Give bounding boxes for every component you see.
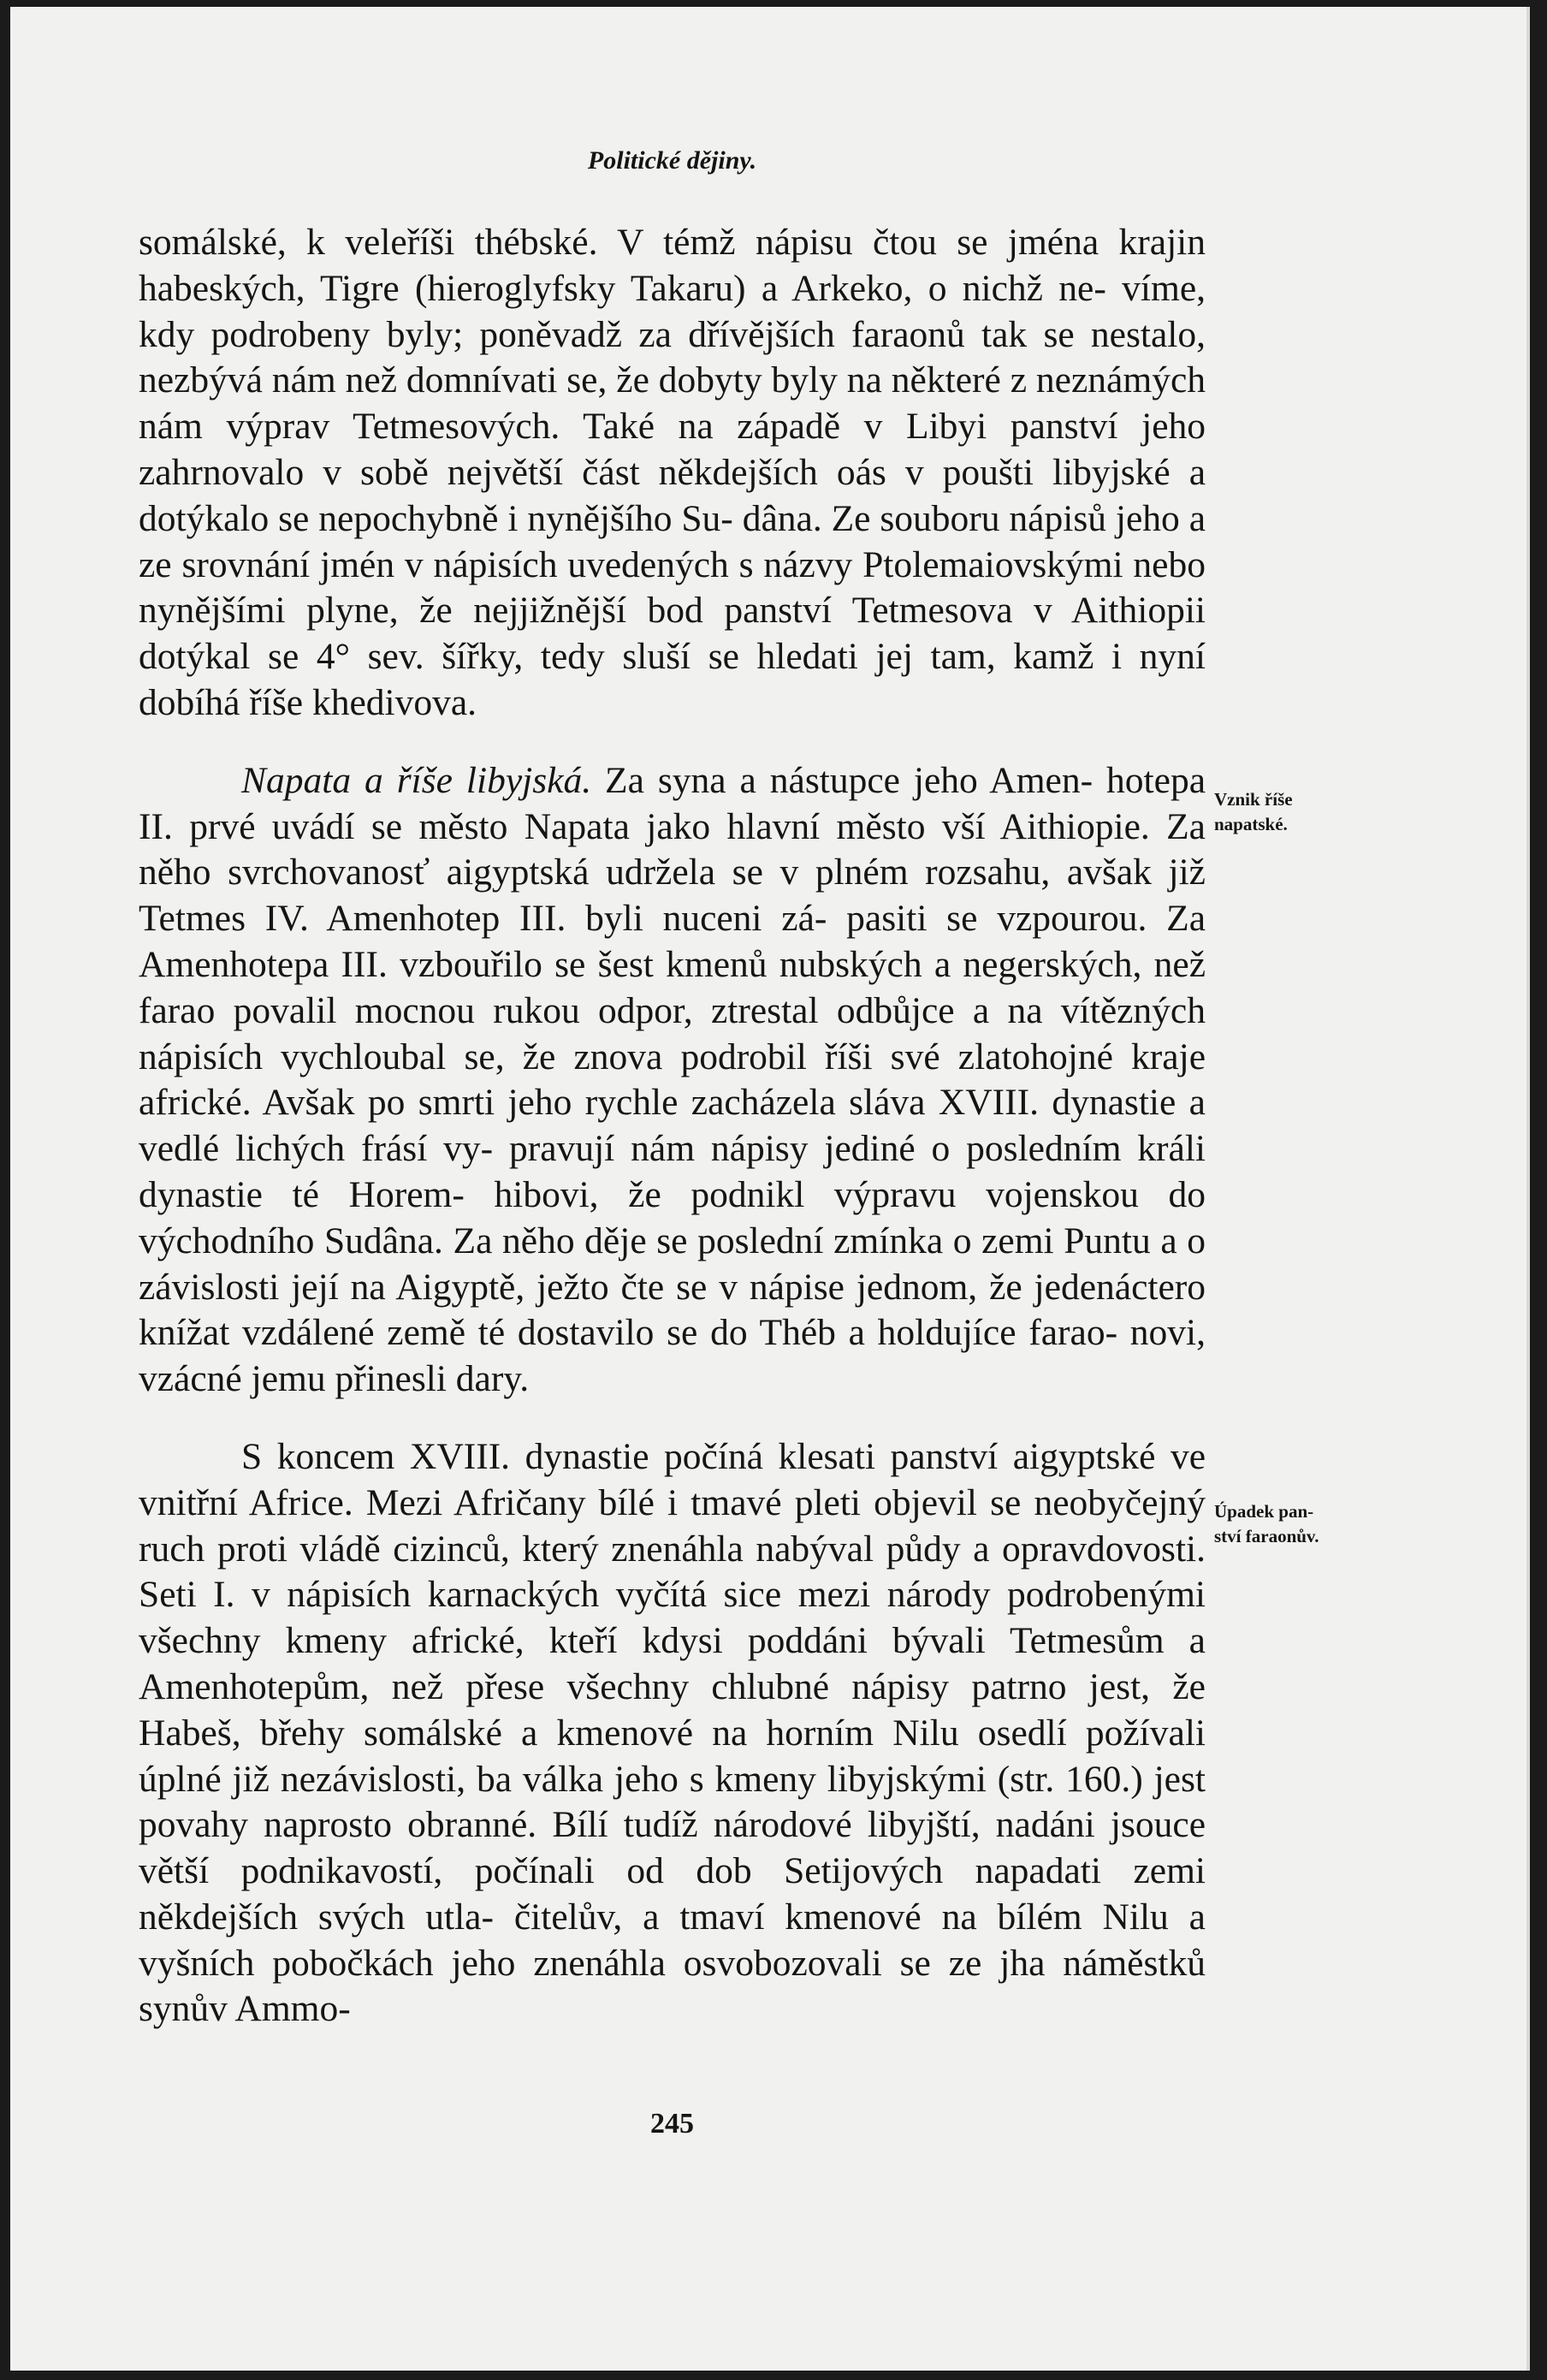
text-line: na horním Nilu osedlí požívali úplné již nezávislosti, ba válka: [139, 1712, 1206, 1800]
paragraph-2-first-line: Za syna a nástupce jeho Amen-: [605, 759, 1094, 801]
running-head: Politické dějiny.: [587, 146, 757, 175]
text-line: poddáni bývali Tetmesům a Amenhotepům, než přese všechny: [139, 1620, 1206, 1707]
text-line: čitelův, a tmaví kmenové na bílém Nilu a vyšních pobočkách: [139, 1896, 1206, 1984]
text-line: některé z neznámých nám výprav Tetmesových. Také na západě: [139, 359, 1206, 448]
text-line: podrobil říši své zlatohojné kraje africké. Avšak po smrti jeho: [139, 1036, 1206, 1124]
text-line: knížat vzdálené země té dostavilo se do Théb a holdujíce farao-: [139, 1312, 1118, 1354]
text-line: ve vnitřní Africe. Mezi Afričany bílé i tmavé pleti objevil se: [139, 1435, 1206, 1523]
text-line: šířky, tedy sluší se hledati jej tam, kamž i nyní dobíhá říše: [139, 636, 1206, 723]
margin-note-line: Vznik říše: [1214, 789, 1293, 810]
text-line: khedivova.: [311, 681, 477, 723]
paragraph-2: [139, 758, 1206, 1403]
text-line: nejjižnější bod panství Tetmesova v Aithiopii dotýkal se 4° sev.: [139, 590, 1206, 678]
text-line: počínali od dob Setijových napadati zemi někdejších svých utla-: [139, 1850, 1206, 1938]
text-line: v Libyi panství jeho zahrnovalo v sobě největší část někdejších: [139, 406, 1206, 493]
text-line: hibovi, že podnikl výpravu vojenskou do východního Sudâna.: [139, 1173, 1206, 1261]
text-line: oás v poušti libyjské a dotýkalo se nepochybně i nynějšího Su-: [139, 451, 1206, 539]
paragraph-1: [139, 220, 1206, 727]
margin-note-upadek: [1214, 1499, 1394, 1549]
text-line: habeských, Tigre (hieroglyfsky Takaru) a Arkeko, o nichž ne-: [139, 267, 1106, 309]
text-line: chlubné nápisy patrno jest, že Habeš, břehy somálské a kmenové: [139, 1665, 1206, 1754]
margin-note-line: ství faraonův.: [1214, 1526, 1319, 1546]
text-line: pasiti se vzpourou. Za Amenhotepa III. vzbouřilo se šest kmenů: [139, 898, 1206, 985]
text-line: půdy a opravdovosti. Seti I. v nápisích karnackých vyčítá sice: [139, 1528, 1206, 1616]
text-line: pravují nám nápisy jediné o posledním králi dynastie té Horem-: [139, 1128, 1206, 1215]
text-line: nubských a negerských, než farao povalil mocnou rukou odpor,: [139, 943, 1206, 1031]
text-line: rychle zacházela sláva XVIII. dynastie a vedlé lichých frásí vy-: [139, 1082, 1206, 1170]
paragraph-3: [139, 1434, 1206, 2033]
text-line: jeho s kmeny libyjskými (str. 160.) jest povahy naprosto obranné.: [139, 1758, 1206, 1846]
text-line: S koncem XVIII. dynastie počíná klesati panství aigyptské: [241, 1435, 1156, 1477]
book-page: [10, 7, 1530, 2371]
text-line: rozsahu, avšak již Tetmes IV. Amenhotep III. byli nuceni zá-: [139, 852, 1206, 940]
text-line: mezi národy podrobenými všechny kmeny africké, kteří kdysi: [139, 1574, 1206, 1662]
paragraph-2-heading: Napata a říše libyjská.: [241, 759, 592, 801]
text-line: její na Aigyptě, ježto čte se v nápise jednom, že jedenáctero: [291, 1266, 1206, 1308]
text-line: Za něho děje se poslední zmínka o zemi Puntu a o závislosti: [139, 1220, 1206, 1308]
text-line: novi, vzácné jemu přinesli dary.: [139, 1312, 1206, 1400]
margin-note-vznik: [1214, 787, 1394, 837]
text-line: somálské, k veleříši thébské. V témž nápisu čtou se jména krajin: [139, 222, 1206, 263]
text-line: Aithiopie. Za něho svrchovanosť aigyptská udržela se v plném: [139, 805, 1206, 893]
text-line: víme, kdy podrobeny byly; poněvadž za dřívějších faraonů tak: [139, 267, 1206, 355]
text-line: ztrestal odbůjce a na vítězných nápisích vychloubal se, že znova: [139, 989, 1206, 1077]
text-line: neobyčejný ruch proti vládě cizinců, který znenáhla nabýval: [139, 1481, 1206, 1570]
margin-note-line: napatské.: [1214, 814, 1288, 834]
text-line: Bílí tudíž národové libyjští, nadáni jsouce větší podnikavostí,: [139, 1804, 1206, 1892]
text-line: jeho znenáhla osvobozovali se ze jha náměstků synův Ammo-: [139, 1942, 1206, 2030]
text-line: hotepa II. prvé uvádí se město Napata jako hlavní město vší: [139, 759, 1206, 847]
margin-note-line: Úpadek pan-: [1214, 1501, 1314, 1522]
body-text: [139, 220, 1206, 2033]
page-number: 245: [650, 2108, 694, 2140]
text-line: se nestalo, nezbývá nám než domnívati se, že dobyty byly na: [139, 313, 1206, 401]
text-line: dâna. Ze souboru nápisů jeho a ze srovnání jmén v nápisích: [139, 497, 1206, 585]
text-line: uvedených s názvy Ptolemaiovskými nebo nynějšími plyne, že: [139, 543, 1206, 632]
page-edge: [1526, 7, 1530, 2371]
